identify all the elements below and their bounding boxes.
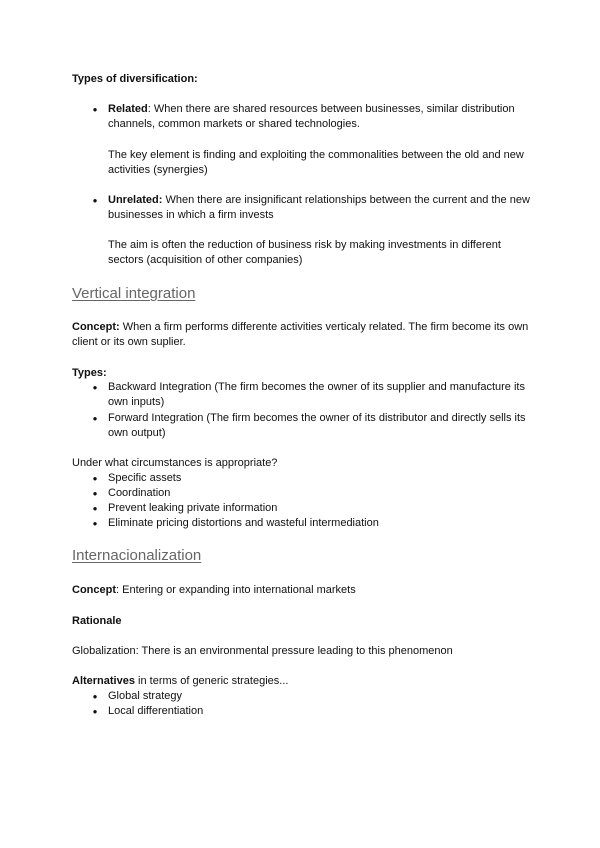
unrelated-text [108, 193, 533, 223]
bullet-icon: ● [92, 504, 98, 513]
circumstance-text: Prevent leaking private information [108, 502, 278, 514]
intl-concept [72, 583, 532, 598]
bullet-icon: ● [92, 196, 98, 205]
bullet-icon: ● [92, 474, 98, 483]
types-heading: Types of diversification: [72, 73, 198, 85]
rationale-label: Rationale [72, 615, 122, 627]
backward-text: Backward Integration (The firm becomes the owner of its supplier and manufacture its own inputs) [108, 381, 525, 408]
globalization-text: Globalization: There is an environmental pressure leading to this phenomenon [72, 645, 453, 657]
bullet-icon: ● [92, 489, 98, 498]
alternative-text: Global strategy [108, 690, 182, 702]
bullet-icon: ● [92, 105, 98, 114]
circumstance-text: Eliminate pricing distortions and wasteful intermediation [108, 517, 379, 529]
alternatives-line [72, 674, 532, 689]
bullet-icon: ● [92, 519, 98, 528]
related-text [108, 102, 533, 132]
intl-concept-label: Concept [72, 584, 116, 596]
bullet-icon: ● [92, 692, 98, 701]
related-description: : When there are shared resources between businesses, similar distribution channels, common markets or shared technologies. [108, 103, 515, 130]
types-label: Types: [72, 367, 107, 379]
unrelated-note: The aim is often the reduction of business risk by making investments in different sectors (acquisition of other companies) [108, 239, 501, 266]
intl-concept-text: : Entering or expanding into international markets [116, 584, 356, 596]
circumstance-text: Coordination [108, 487, 171, 499]
bullet-icon: ● [92, 414, 98, 423]
bullet-icon: ● [92, 383, 98, 392]
vertical-integration-heading: Vertical integration [72, 285, 196, 302]
circumstances-question: Under what circumstances is appropriate? [72, 457, 278, 469]
unrelated-description: When there are insignificant relationships between the current and the new businesses in which a firm invests [108, 194, 530, 221]
forward-text: Forward Integration (The firm becomes the owner of its distributor and directly sells its own output) [108, 412, 526, 439]
vertical-concept-label: Concept: [72, 321, 120, 333]
related-label: Related [108, 103, 148, 115]
unrelated-label: Unrelated: [108, 194, 163, 206]
vertical-concept [72, 320, 532, 350]
internacionalization-heading: Internacionalization [72, 547, 202, 564]
bullet-icon: ● [92, 707, 98, 716]
circumstance-text: Specific assets [108, 472, 182, 484]
alternatives-label: Alternatives [72, 675, 135, 687]
alternatives-text: in terms of generic strategies... [134, 675, 289, 687]
vertical-concept-text: When a firm performs differente activities verticaly related. The firm become its own client or its own suplier. [72, 321, 529, 348]
related-note: The key element is finding and exploiting the commonalities between the old and new activities (synergies) [108, 149, 524, 176]
alternative-text: Local differentiation [108, 705, 204, 717]
